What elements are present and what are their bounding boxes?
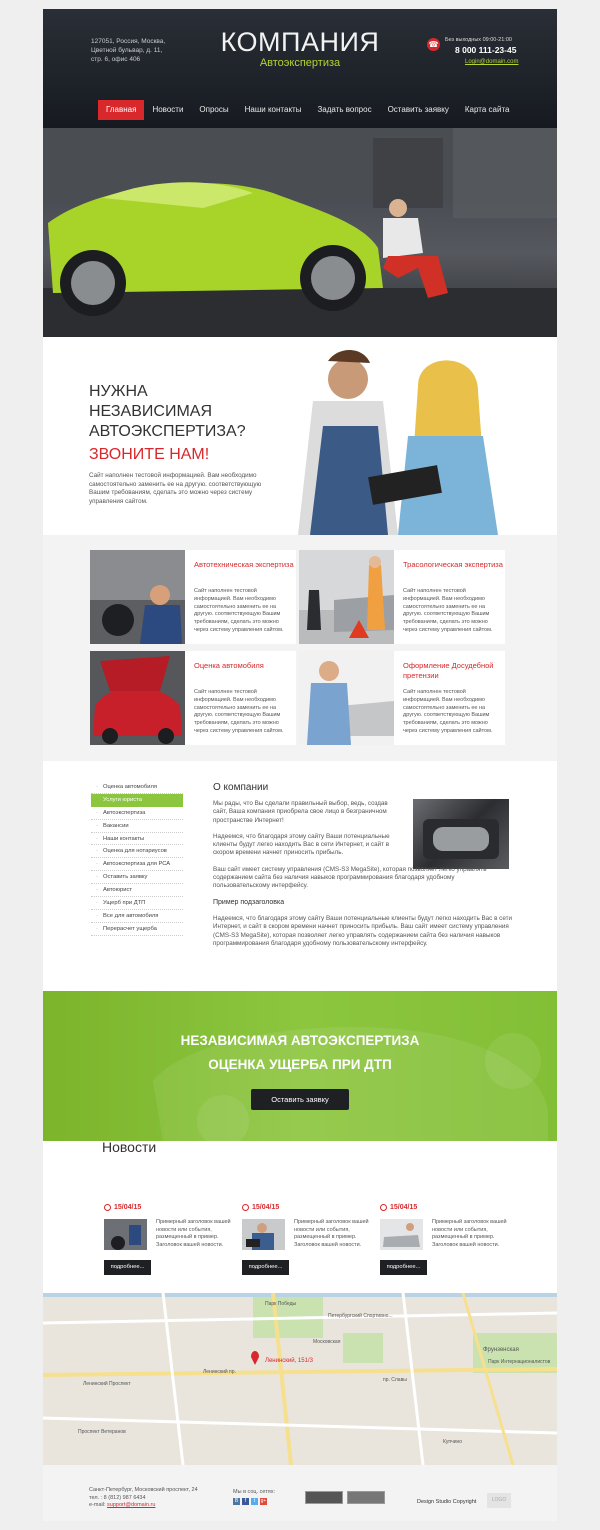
map-label: Московская xyxy=(313,1339,341,1345)
news-date: 15/04/15 xyxy=(114,1204,142,1211)
read-more-button[interactable]: подробнее... xyxy=(104,1260,151,1275)
service-title: Оценка автомобиля xyxy=(194,661,264,670)
nav-item-contacts[interactable]: Наши контакты xyxy=(244,105,302,114)
service-card[interactable] xyxy=(299,651,505,745)
map-label: Купчино xyxy=(443,1439,463,1445)
sidebar-item[interactable]: · Автоэкспертиза xyxy=(91,807,183,820)
callout-line-3: АВТОЭКСПЕРТИЗА? xyxy=(89,423,246,440)
request-button[interactable]: Оставить заявку xyxy=(251,1089,349,1110)
about-paragraph: Мы рады, что Вы сделали правильный выбор, ведь, создав сайт, Ваша компания приобрела свое лицо в безграничном пространстве Интернет! xyxy=(213,800,388,824)
phone-icon: ☎ xyxy=(428,40,439,49)
news-thumbnail[interactable] xyxy=(380,1219,423,1250)
twitter-icon[interactable]: t xyxy=(251,1498,258,1505)
sidebar-item[interactable]: · Ущерб при ДТП xyxy=(91,897,183,910)
site-logo[interactable]: КОМПАНИЯ xyxy=(220,27,380,57)
map-label: Петербургский Спортивно... xyxy=(328,1313,393,1319)
footer-email-row xyxy=(89,1502,198,1510)
hero-illustration xyxy=(43,128,557,337)
sidebar-item[interactable]: · Автоэкспертиза для РСА xyxy=(91,858,183,871)
service-text: Сайт наполнен тестовой информацией. Вам необходимо самостоятельно заменить ее на другую. соответствующую Вашим требованиям, сделать это можно через систему управления сайтом. xyxy=(194,689,284,734)
callout-section xyxy=(43,337,557,535)
about-paragraph: Надеемся, что благодаря этому сайту Ваши потенциальные клиенты будут легко находить Вас в сети Интернет, и сайт в скором времени начнет приносить прибыль. Ваш сайт имеет систему управления (CMS-S3 MegaSite), которая позволяет легко управлять содержанием сайта без наличия навыков программирования благодаря удобному пользовательскому интерфейсу. xyxy=(213,914,513,947)
service-photo xyxy=(90,550,185,644)
news-date: 15/04/15 xyxy=(252,1204,280,1211)
service-card[interactable] xyxy=(90,651,296,745)
map-label: Ленинский Проспект xyxy=(83,1381,131,1387)
footer-address: Санкт-Петербург, Московский проспект, 24 xyxy=(89,1487,198,1493)
callout-text: Сайт наполнен тестовой информацией. Вам необходимо самостоятельно заменить ее на другую. соответствующую Вашим требованиям, сделать это можно через систему управления сайтом. xyxy=(89,472,262,505)
sidebar-item[interactable]: · Оставить заявку xyxy=(91,871,183,884)
sidebar-item[interactable]: · Оценка автомобиля xyxy=(91,781,183,794)
news-thumbnail[interactable] xyxy=(104,1219,147,1250)
services-section xyxy=(43,535,557,761)
service-title: Автотехническая экспертиза xyxy=(194,560,294,569)
sidebar-item-active[interactable]: · Услуги юриста xyxy=(91,794,183,807)
service-photo xyxy=(299,550,394,644)
news-text[interactable]: Примерный заголовок вашей новости или события, размещенный в пример. Заголовок вашей новости. xyxy=(432,1219,507,1248)
news-text[interactable]: Примерный заголовок вашей новости или события, размещенный в пример. Заголовок вашей новости. xyxy=(156,1219,231,1248)
map-label: пр. Славы xyxy=(383,1377,407,1383)
nav-item-ask[interactable]: Задать вопрос xyxy=(317,105,372,114)
footer-email-link[interactable]: support@domain.ru xyxy=(107,1502,156,1508)
footer-contacts xyxy=(89,1487,198,1510)
service-text: Сайт наполнен тестовой информацией. Вам необходимо самостоятельно заменить ее на другую. соответствующую Вашим требованиям, сделать это можно через систему управления сайтом. xyxy=(403,588,493,633)
footer-phone: тел. : 8 (812) 987 6434 xyxy=(89,1494,146,1501)
service-photo xyxy=(299,651,394,745)
sidebar-item[interactable]: · Вакансии xyxy=(91,820,183,833)
sidebar-item[interactable]: · Наши контакты xyxy=(91,833,183,846)
about-text xyxy=(213,800,513,956)
nav-item-news[interactable]: Новости xyxy=(152,105,184,114)
nav-item-sitemap[interactable]: Карта сайта xyxy=(464,105,510,114)
mechanic-client-photo xyxy=(288,341,553,535)
news-item xyxy=(242,1204,372,1284)
nav-item-home[interactable]: Главная xyxy=(98,100,144,120)
banner-line-1: НЕЗАВИСИМАЯ АВТОЭКСПЕРТИЗА xyxy=(180,1033,420,1048)
callout-call-us: ЗВОНИТЕ НАМ! xyxy=(89,446,210,463)
read-more-button[interactable]: подробнее... xyxy=(242,1260,289,1275)
news-item xyxy=(380,1204,510,1284)
map-label: Фрунзенская xyxy=(483,1347,519,1353)
map-label: Ленинский пр. xyxy=(203,1369,236,1375)
callout-line-2: НЕЗАВИСИМАЯ xyxy=(89,403,212,420)
page xyxy=(43,9,557,1521)
counter-badge[interactable] xyxy=(305,1491,343,1504)
copyright[interactable]: Design Studio Copyright xyxy=(417,1499,477,1505)
about-paragraph: Ваш сайт имеет систему управления (CMS-S3 MegaSite), которая позволяет легко управлять содержанием сайта без наличия навыков программирования благодаря удобному пользовательскому интерфейсу. xyxy=(213,865,487,890)
social-label: Мы в соц. сетях: xyxy=(233,1489,275,1495)
service-title: Оформление Досудебной претензии xyxy=(403,661,494,680)
banner-line-2: ОЦЕНКА УЩЕРБА ПРИ ДТП xyxy=(208,1057,392,1072)
sidebar-item[interactable]: · Автоюрист xyxy=(91,884,183,897)
facebook-icon[interactable]: f xyxy=(242,1498,249,1505)
clock-icon xyxy=(242,1204,249,1211)
about-paragraph: Надеемся, что благодаря этому сайту Ваши потенциальные клиенты будут легко находить Вас в сети Интернет, и сайт в скором времени начнет приносить прибыль. xyxy=(213,832,390,857)
nav-item-request[interactable]: Оставить заявку xyxy=(387,105,449,114)
promo-banner xyxy=(43,991,557,1141)
main-nav xyxy=(98,100,517,120)
sidebar-menu xyxy=(91,781,183,936)
news-item xyxy=(104,1204,234,1284)
map-label: Парк Интернационалистов xyxy=(488,1359,551,1365)
google-plus-icon[interactable]: g+ xyxy=(260,1498,267,1504)
callout-line-1: НУЖНА xyxy=(89,383,148,400)
news-title: Новости xyxy=(102,1139,157,1155)
map-label: Парк Победы xyxy=(265,1301,297,1307)
counter-badge[interactable] xyxy=(347,1491,385,1504)
hero-image xyxy=(43,128,557,337)
service-title: Трасологическая экспертиза xyxy=(403,560,503,569)
news-date: 15/04/15 xyxy=(390,1204,418,1211)
map-label: Проспект Ветеранов xyxy=(78,1429,126,1435)
footer xyxy=(43,1465,557,1521)
footer-email-label: e-mail: xyxy=(89,1502,106,1508)
service-text: Сайт наполнен тестовой информацией. Вам необходимо самостоятельно заменить ее на другую. соответствующую Вашим требованиям, сделать это можно через систему управления сайтом. xyxy=(403,689,493,734)
service-text: Сайт наполнен тестовой информацией. Вам необходимо самостоятельно заменить ее на другую. соответствующую Вашим требованиям, сделать это можно через систему управления сайтом. xyxy=(194,588,284,633)
about-title: О компании xyxy=(213,782,269,793)
sidebar-item[interactable]: · Перерасчет ущерба xyxy=(91,923,183,936)
vk-icon[interactable]: В xyxy=(234,1498,239,1504)
sidebar-item[interactable]: · Все для автомобиля xyxy=(91,910,183,923)
news-thumbnail[interactable] xyxy=(242,1219,285,1250)
service-photo xyxy=(90,651,185,745)
map-marker-label: Ленинский, 151/3 xyxy=(265,1358,313,1364)
service-card[interactable] xyxy=(299,550,505,644)
clock-icon xyxy=(104,1204,111,1211)
header-address: 127051, Россия, Москва, Цветной бульвар, д. 11, стр. 6, офис 406 xyxy=(91,38,166,63)
news-text[interactable]: Примерный заголовок вашей новости или события, размещенный в пример. Заголовок вашей новости. xyxy=(294,1219,369,1248)
header xyxy=(43,9,557,128)
read-more-button[interactable]: подробнее... xyxy=(380,1260,427,1275)
studio-logo[interactable]: LOGO xyxy=(487,1493,511,1508)
map-canvas[interactable] xyxy=(43,1293,557,1465)
site-tagline: Автоэкспертиза xyxy=(259,57,341,69)
location-map[interactable] xyxy=(43,1293,557,1465)
working-hours: Без выходных 09:00-21:00 xyxy=(445,37,512,43)
header-email-link[interactable]: Login@domain.com xyxy=(465,59,519,65)
nav-item-polls[interactable]: Опросы xyxy=(199,105,229,114)
header-phone[interactable]: 8 000 111-23-45 xyxy=(455,45,517,55)
sidebar-item[interactable]: · Оценка для нотариусов xyxy=(91,845,183,858)
about-subtitle: Пример подзаголовка xyxy=(213,898,285,906)
clock-icon xyxy=(380,1204,387,1211)
service-card[interactable] xyxy=(90,550,296,644)
